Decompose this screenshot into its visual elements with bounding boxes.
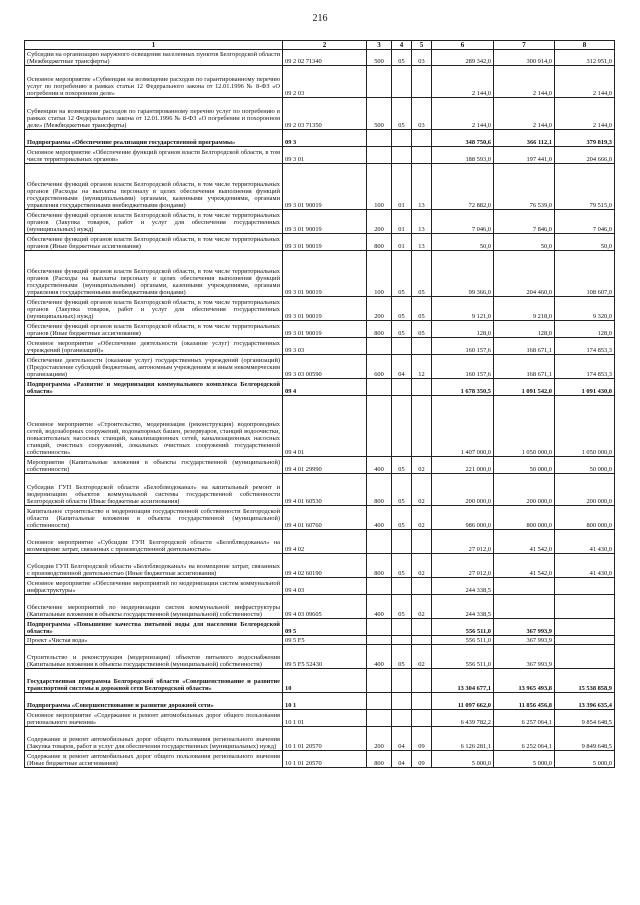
row-amount-year-3: 379 819,3 bbox=[555, 130, 615, 147]
row-amount-year-1: 1 678 350,5 bbox=[432, 379, 494, 396]
row-section: 05 bbox=[392, 506, 412, 530]
row-amount-year-3: 79 515,0 bbox=[555, 164, 615, 210]
row-name: Основное мероприятие «Обеспечение деятельности (оказание услуг) государственных учреждений (организаций)» bbox=[25, 338, 283, 355]
row-code: 09 5 F5 bbox=[283, 636, 367, 645]
row-expense-type bbox=[367, 669, 392, 693]
row-amount-year-3: 7 046,0 bbox=[555, 210, 615, 234]
row-amount-year-1: 556 511,0 bbox=[432, 636, 494, 645]
row-expense-type bbox=[367, 66, 392, 98]
row-section: 05 bbox=[392, 645, 412, 669]
row-subsection bbox=[412, 147, 432, 164]
row-section bbox=[392, 66, 412, 98]
row-amount-year-2: 367 993,9 bbox=[494, 619, 555, 636]
row-name: Основное мероприятие «Обеспечение мероприятий по модернизации систем коммунальной инфраструктуры» bbox=[25, 578, 283, 595]
row-amount-year-1: 50,0 bbox=[432, 234, 494, 251]
table-row bbox=[25, 147, 615, 164]
row-subsection bbox=[412, 66, 432, 98]
row-amount-year-3: 41 430,0 bbox=[555, 554, 615, 578]
row-amount-year-1: 986 000,0 bbox=[432, 506, 494, 530]
row-expense-type: 200 bbox=[367, 210, 392, 234]
row-amount-year-2: 50,0 bbox=[494, 234, 555, 251]
table-row bbox=[25, 297, 615, 321]
row-amount-year-3: 15 538 858,9 bbox=[555, 669, 615, 693]
row-expense-type: 500 bbox=[367, 50, 392, 66]
row-amount-year-1: 5 000,0 bbox=[432, 751, 494, 768]
row-code: 09 3 01 90019 bbox=[283, 210, 367, 234]
row-amount-year-1: 556 511,0 bbox=[432, 645, 494, 669]
row-amount-year-3 bbox=[555, 636, 615, 645]
row-expense-type bbox=[367, 578, 392, 595]
row-subsection: 13 bbox=[412, 164, 432, 210]
row-amount-year-3: 1 050 000,0 bbox=[555, 396, 615, 457]
row-code: 09 3 01 90019 bbox=[283, 234, 367, 251]
row-amount-year-2: 41 542,0 bbox=[494, 554, 555, 578]
row-section: 05 bbox=[392, 297, 412, 321]
table-row bbox=[25, 669, 615, 693]
row-code: 09 3 01 90019 bbox=[283, 321, 367, 338]
row-expense-type bbox=[367, 130, 392, 147]
row-code: 09 4 bbox=[283, 379, 367, 396]
row-amount-year-2: 367 993,9 bbox=[494, 645, 555, 669]
row-amount-year-1: 9 121,0 bbox=[432, 297, 494, 321]
row-expense-type: 800 bbox=[367, 751, 392, 768]
table-row bbox=[25, 338, 615, 355]
row-code: 09 3 03 bbox=[283, 338, 367, 355]
row-code: 10 1 bbox=[283, 693, 367, 710]
row-amount-year-3: 200 000,0 bbox=[555, 474, 615, 506]
table-row bbox=[25, 98, 615, 130]
row-name: Обеспечение функций органов власти Белгородской области, в том числе территориальных органов (Расходы на выплаты персоналу в целях обеспечения выполнения функций государственными (муниципальными) органами, казенными учреждениями, органами управления государственными внебюджетными фондами) bbox=[25, 164, 283, 210]
row-name: Подпрограмма «Совершенствование и развитие дорожной сети» bbox=[25, 693, 283, 710]
row-expense-type bbox=[367, 530, 392, 554]
row-amount-year-2: 197 441,0 bbox=[494, 147, 555, 164]
row-section: 05 bbox=[392, 474, 412, 506]
row-section: 01 bbox=[392, 164, 412, 210]
row-amount-year-2: 204 460,0 bbox=[494, 251, 555, 297]
row-subsection: 03 bbox=[412, 50, 432, 66]
row-subsection bbox=[412, 693, 432, 710]
row-name: Обеспечение функций органов власти Белгородской области, в том числе территориальных органов (Закупка товаров, работ и услуг для обеспечения государственных (муниципальных) нужд) bbox=[25, 297, 283, 321]
row-expense-type bbox=[367, 619, 392, 636]
row-section bbox=[392, 530, 412, 554]
row-subsection: 02 bbox=[412, 645, 432, 669]
table-row bbox=[25, 506, 615, 530]
row-subsection: 02 bbox=[412, 457, 432, 474]
row-amount-year-1: 289 342,0 bbox=[432, 50, 494, 66]
row-subsection bbox=[412, 338, 432, 355]
row-expense-type: 400 bbox=[367, 457, 392, 474]
row-amount-year-1: 160 157,6 bbox=[432, 355, 494, 379]
row-subsection: 05 bbox=[412, 297, 432, 321]
row-section: 01 bbox=[392, 234, 412, 251]
row-expense-type: 400 bbox=[367, 645, 392, 669]
row-expense-type: 500 bbox=[367, 98, 392, 130]
row-amount-year-1: 200 000,0 bbox=[432, 474, 494, 506]
row-amount-year-3: 128,0 bbox=[555, 321, 615, 338]
row-amount-year-1: 1 407 000,0 bbox=[432, 396, 494, 457]
row-code: 09 2 03 bbox=[283, 66, 367, 98]
row-code: 09 4 02 bbox=[283, 530, 367, 554]
row-expense-type: 100 bbox=[367, 251, 392, 297]
header-row bbox=[25, 41, 615, 50]
row-code: 09 4 01 29990 bbox=[283, 457, 367, 474]
row-amount-year-3: 204 666,0 bbox=[555, 147, 615, 164]
row-amount-year-2: 800 000,0 bbox=[494, 506, 555, 530]
column-header: 6 bbox=[432, 41, 494, 50]
row-code: 09 3 bbox=[283, 130, 367, 147]
row-code: 09 3 01 90019 bbox=[283, 251, 367, 297]
row-name: Субвенции на возмещение расходов по гарантированному перечню услуг по погребению в рамках статьи 12 Федерального закона от 12.01.1996 № 8-ФЗ «О погребении и похоронном деле» (Межбюджетные трансферты) bbox=[25, 98, 283, 130]
row-amount-year-1: 99 366,0 bbox=[432, 251, 494, 297]
row-amount-year-1: 11 097 662,0 bbox=[432, 693, 494, 710]
table-row bbox=[25, 130, 615, 147]
row-amount-year-3: 9 320,0 bbox=[555, 297, 615, 321]
column-header: 3 bbox=[367, 41, 392, 50]
row-amount-year-2: 2 144,0 bbox=[494, 66, 555, 98]
row-amount-year-2: 168 671,1 bbox=[494, 355, 555, 379]
row-amount-year-1: 6 126 281,1 bbox=[432, 727, 494, 751]
row-name: Обеспечение мероприятий по модернизации систем коммунальной инфраструктуры (Капитальные вложения в объекты государственной (муниципальной) собственности) bbox=[25, 595, 283, 619]
row-section bbox=[392, 130, 412, 147]
row-amount-year-2: 9 218,0 bbox=[494, 297, 555, 321]
row-amount-year-3: 41 430,0 bbox=[555, 530, 615, 554]
row-section bbox=[392, 379, 412, 396]
row-amount-year-2: 6 257 064,1 bbox=[494, 710, 555, 727]
row-amount-year-2: 1 091 542,0 bbox=[494, 379, 555, 396]
row-amount-year-2: 41 542,0 bbox=[494, 530, 555, 554]
row-section bbox=[392, 693, 412, 710]
row-expense-type: 800 bbox=[367, 321, 392, 338]
row-subsection bbox=[412, 379, 432, 396]
table-row bbox=[25, 355, 615, 379]
row-code: 09 3 03 00590 bbox=[283, 355, 367, 379]
row-amount-year-2: 200 000,0 bbox=[494, 474, 555, 506]
row-amount-year-1: 7 046,0 bbox=[432, 210, 494, 234]
row-subsection bbox=[412, 669, 432, 693]
row-section: 05 bbox=[392, 457, 412, 474]
table-row bbox=[25, 530, 615, 554]
row-subsection: 09 bbox=[412, 727, 432, 751]
row-amount-year-2: 11 856 456,8 bbox=[494, 693, 555, 710]
row-name: Капитальное строительство и модернизация государственной собственности Белгородской области (Капитальные вложения в объекты государственной (муниципальной) собственности) bbox=[25, 506, 283, 530]
row-name: Мероприятия (Капитальные вложения в объекты государственной (муниципальной) собственности) bbox=[25, 457, 283, 474]
row-name: Подпрограмма «Повышение качества питьевой воды для населения Белгородской области» bbox=[25, 619, 283, 636]
row-subsection: 02 bbox=[412, 554, 432, 578]
row-name: Субсидии ГУП Белгородской области «Белоблводоканал» на капитальный ремонт и модернизацию объектов коммунальной системы государственной собственности Белгородской области (Иные бюджетные ассигнования) bbox=[25, 474, 283, 506]
row-expense-type: 800 bbox=[367, 554, 392, 578]
row-amount-year-2: 2 144,0 bbox=[494, 98, 555, 130]
row-amount-year-3: 9 849 648,5 bbox=[555, 727, 615, 751]
row-name: Обеспечение функций органов власти Белгородской области, в том числе территориальных органов (Закупка товаров, работ и услуг для обеспечения государственных (муниципальных) нужд) bbox=[25, 210, 283, 234]
row-amount-year-1: 6 439 782,2 bbox=[432, 710, 494, 727]
row-amount-year-2: 5 000,0 bbox=[494, 751, 555, 768]
table-row bbox=[25, 321, 615, 338]
column-header: 8 bbox=[555, 41, 615, 50]
row-section: 05 bbox=[392, 251, 412, 297]
row-amount-year-2: 7 846,0 bbox=[494, 210, 555, 234]
row-amount-year-3: 9 854 648,5 bbox=[555, 710, 615, 727]
row-section: 05 bbox=[392, 554, 412, 578]
row-name: Обеспечение функций органов власти Белгородской области, в том числе территориальных органов (Иные бюджетные ассигнования) bbox=[25, 234, 283, 251]
table-row bbox=[25, 727, 615, 751]
row-amount-year-1: 160 157,6 bbox=[432, 338, 494, 355]
row-amount-year-1: 348 750,6 bbox=[432, 130, 494, 147]
row-code: 09 4 01 60530 bbox=[283, 474, 367, 506]
table-row bbox=[25, 164, 615, 210]
row-amount-year-1: 188 593,0 bbox=[432, 147, 494, 164]
row-amount-year-1: 556 511,0 bbox=[432, 619, 494, 636]
row-amount-year-2: 1 050 000,0 bbox=[494, 396, 555, 457]
row-code: 09 4 02 60190 bbox=[283, 554, 367, 578]
row-amount-year-3 bbox=[555, 645, 615, 669]
row-section: 04 bbox=[392, 355, 412, 379]
row-name: Обеспечение деятельности (оказание услуг) государственных учреждений (организаций) (Предоставление субсидий бюджетным, автономным учреждениям и иным некоммерческим организациям) bbox=[25, 355, 283, 379]
row-expense-type: 400 bbox=[367, 506, 392, 530]
table-row bbox=[25, 379, 615, 396]
table-row bbox=[25, 210, 615, 234]
row-expense-type: 600 bbox=[367, 355, 392, 379]
column-header: 1 bbox=[25, 41, 283, 50]
budget-table bbox=[24, 40, 615, 768]
row-expense-type: 200 bbox=[367, 727, 392, 751]
row-name: Обеспечение функций органов власти Белгородской области, в том числе территориальных органов (Расходы на выплаты персоналу в целях обеспечения выполнения функций государственными (муниципальными) органами, казенными учреждениями, органами управления государственными внебюджетными фондами) bbox=[25, 251, 283, 297]
column-header: 2 bbox=[283, 41, 367, 50]
row-subsection bbox=[412, 578, 432, 595]
row-subsection: 02 bbox=[412, 474, 432, 506]
row-name: Субсидии на организацию наружного освещения населенных пунктов Белгородской области (Межбюджетные трансферты) bbox=[25, 50, 283, 66]
row-amount-year-1: 27 012,0 bbox=[432, 554, 494, 578]
table-row bbox=[25, 595, 615, 619]
row-section: 04 bbox=[392, 727, 412, 751]
row-amount-year-3: 174 853,3 bbox=[555, 355, 615, 379]
row-expense-type: 800 bbox=[367, 234, 392, 251]
row-amount-year-3: 800 000,0 bbox=[555, 506, 615, 530]
row-amount-year-2: 300 914,0 bbox=[494, 50, 555, 66]
row-subsection bbox=[412, 530, 432, 554]
row-section bbox=[392, 710, 412, 727]
row-expense-type bbox=[367, 338, 392, 355]
table-row bbox=[25, 251, 615, 297]
row-code: 09 3 01 bbox=[283, 147, 367, 164]
row-section bbox=[392, 619, 412, 636]
table-row bbox=[25, 457, 615, 474]
table-row bbox=[25, 234, 615, 251]
row-amount-year-1: 13 304 677,1 bbox=[432, 669, 494, 693]
table-row bbox=[25, 578, 615, 595]
row-expense-type bbox=[367, 396, 392, 457]
row-subsection bbox=[412, 636, 432, 645]
row-section bbox=[392, 147, 412, 164]
row-expense-type bbox=[367, 636, 392, 645]
row-name: Проект «Чистая вода» bbox=[25, 636, 283, 645]
row-name: Государственная программа Белгородской области «Совершенствование и развитие транспортной системы и дорожной сети Белгородской области» bbox=[25, 669, 283, 693]
row-section: 04 bbox=[392, 751, 412, 768]
row-amount-year-1: 27 012,0 bbox=[432, 530, 494, 554]
row-amount-year-3: 2 144,0 bbox=[555, 66, 615, 98]
row-subsection: 09 bbox=[412, 751, 432, 768]
row-subsection: 02 bbox=[412, 506, 432, 530]
row-code: 09 4 03 09605 bbox=[283, 595, 367, 619]
row-amount-year-1: 244 338,5 bbox=[432, 578, 494, 595]
row-amount-year-3: 13 396 635,4 bbox=[555, 693, 615, 710]
table-row bbox=[25, 50, 615, 66]
row-amount-year-1: 128,0 bbox=[432, 321, 494, 338]
row-subsection bbox=[412, 619, 432, 636]
row-name: Подпрограмма «Развитие и модернизация коммунального комплекса Белгородской области» bbox=[25, 379, 283, 396]
row-name: Субсидии ГУП Белгородской области «Белоблводоканал» на возмещение затрат, связанных с производственной деятельностью (Иные бюджетные ассигнования) bbox=[25, 554, 283, 578]
row-code: 10 1 01 20570 bbox=[283, 751, 367, 768]
page-number: 216 bbox=[312, 13, 328, 24]
table-row bbox=[25, 710, 615, 727]
row-subsection: 13 bbox=[412, 210, 432, 234]
table-row bbox=[25, 751, 615, 768]
row-amount-year-3 bbox=[555, 619, 615, 636]
table-row bbox=[25, 554, 615, 578]
row-section: 05 bbox=[392, 50, 412, 66]
row-amount-year-1: 221 000,0 bbox=[432, 457, 494, 474]
row-amount-year-2: 76 539,0 bbox=[494, 164, 555, 210]
row-amount-year-1: 244 338,5 bbox=[432, 595, 494, 619]
row-subsection: 05 bbox=[412, 251, 432, 297]
row-amount-year-3: 5 000,0 bbox=[555, 751, 615, 768]
row-subsection: 13 bbox=[412, 234, 432, 251]
column-header: 4 bbox=[392, 41, 412, 50]
row-amount-year-3 bbox=[555, 595, 615, 619]
table-row bbox=[25, 619, 615, 636]
table-row bbox=[25, 396, 615, 457]
row-code: 10 1 01 bbox=[283, 710, 367, 727]
row-subsection: 05 bbox=[412, 321, 432, 338]
table-row bbox=[25, 474, 615, 506]
row-section: 05 bbox=[392, 98, 412, 130]
row-amount-year-3: 1 091 430,0 bbox=[555, 379, 615, 396]
row-name: Основное мероприятие «Строительство, модернизация (реконструкция) водопроводных сетей, водозаборных сооружений, водонапорных башен, резервуаров, станций водоочистки, повысительных насосных станций, канализационных сетей, канализационных насосных станций, очистных сооружений, локальных очистных сооружений государственной собственности» bbox=[25, 396, 283, 457]
row-expense-type bbox=[367, 693, 392, 710]
row-amount-year-3: 50,0 bbox=[555, 234, 615, 251]
row-amount-year-3: 2 144,0 bbox=[555, 98, 615, 130]
row-code: 09 5 F5 52430 bbox=[283, 645, 367, 669]
table-row bbox=[25, 645, 615, 669]
row-name: Строительство и реконструкция (модернизация) объектов питьевого водоснабжения (Капитальные вложения в объекты государственной (муниципальной) собственности) bbox=[25, 645, 283, 669]
row-amount-year-2 bbox=[494, 578, 555, 595]
row-subsection: 03 bbox=[412, 98, 432, 130]
row-amount-year-3: 174 853,3 bbox=[555, 338, 615, 355]
row-section: 01 bbox=[392, 210, 412, 234]
table-row bbox=[25, 636, 615, 645]
row-name: Обеспечение функций органов власти Белгородской области, в том числе территориальных органов (Иные бюджетные ассигнования) bbox=[25, 321, 283, 338]
row-subsection: 02 bbox=[412, 595, 432, 619]
row-amount-year-1: 72 882,0 bbox=[432, 164, 494, 210]
row-section bbox=[392, 636, 412, 645]
table-row bbox=[25, 693, 615, 710]
row-amount-year-1: 2 144,0 bbox=[432, 66, 494, 98]
row-name: Подпрограмма «Обеспечение реализации государственной программы» bbox=[25, 130, 283, 147]
row-section bbox=[392, 338, 412, 355]
row-name: Основное мероприятие «Обеспечение функций органов власти Белгородской области, в том числе территориальных органов» bbox=[25, 147, 283, 164]
row-amount-year-3: 312 951,0 bbox=[555, 50, 615, 66]
row-section bbox=[392, 396, 412, 457]
row-code: 09 2 03 71350 bbox=[283, 98, 367, 130]
row-name: Содержание и ремонт автомобильных дорог общего пользования регионального значения (Иные бюджетные ассигнования) bbox=[25, 751, 283, 768]
row-expense-type bbox=[367, 379, 392, 396]
row-amount-year-2: 168 671,1 bbox=[494, 338, 555, 355]
row-amount-year-3: 108 607,0 bbox=[555, 251, 615, 297]
row-amount-year-3: 50 000,0 bbox=[555, 457, 615, 474]
row-code: 09 3 01 90019 bbox=[283, 297, 367, 321]
row-section bbox=[392, 578, 412, 595]
row-section bbox=[392, 669, 412, 693]
row-code: 10 bbox=[283, 669, 367, 693]
column-header: 7 bbox=[494, 41, 555, 50]
row-expense-type bbox=[367, 710, 392, 727]
row-subsection bbox=[412, 130, 432, 147]
row-amount-year-2: 50 000,0 bbox=[494, 457, 555, 474]
row-subsection bbox=[412, 396, 432, 457]
row-name: Основное мероприятие «Содержание и ремонт автомобильных дорог общего пользования регионального значения» bbox=[25, 710, 283, 727]
row-amount-year-2: 128,0 bbox=[494, 321, 555, 338]
row-code: 10 1 01 20570 bbox=[283, 727, 367, 751]
row-expense-type bbox=[367, 147, 392, 164]
row-code: 09 3 01 90019 bbox=[283, 164, 367, 210]
row-expense-type: 400 bbox=[367, 595, 392, 619]
row-amount-year-2: 13 965 493,8 bbox=[494, 669, 555, 693]
row-code: 09 4 01 bbox=[283, 396, 367, 457]
row-code: 09 4 01 60760 bbox=[283, 506, 367, 530]
row-section: 05 bbox=[392, 321, 412, 338]
table-row bbox=[25, 66, 615, 98]
row-amount-year-2 bbox=[494, 595, 555, 619]
row-amount-year-2: 366 112,1 bbox=[494, 130, 555, 147]
row-amount-year-2: 6 252 064,1 bbox=[494, 727, 555, 751]
row-subsection: 12 bbox=[412, 355, 432, 379]
row-expense-type: 100 bbox=[367, 164, 392, 210]
row-subsection bbox=[412, 710, 432, 727]
row-code: 09 4 03 bbox=[283, 578, 367, 595]
row-code: 09 5 bbox=[283, 619, 367, 636]
column-header: 5 bbox=[412, 41, 432, 50]
row-amount-year-1: 2 144,0 bbox=[432, 98, 494, 130]
row-code: 09 2 02 71340 bbox=[283, 50, 367, 66]
row-name: Основное мероприятие «Субвенции на возмещение расходов по гарантированному перечню услуг по погребению в рамках статьи 12 Федерального закона от 12.01.1996 № 8-ФЗ «О погребении и похоронном деле» bbox=[25, 66, 283, 98]
row-name: Основное мероприятие «Субсидии ГУП Белгородской области «Белоблводоканал» на возмещение затрат, связанных с производственной деятельностью» bbox=[25, 530, 283, 554]
row-amount-year-2: 367 993,9 bbox=[494, 636, 555, 645]
row-expense-type: 800 bbox=[367, 474, 392, 506]
row-amount-year-3 bbox=[555, 578, 615, 595]
row-expense-type: 200 bbox=[367, 297, 392, 321]
row-section: 05 bbox=[392, 595, 412, 619]
row-name: Содержание и ремонт автомобильных дорог общего пользования регионального значения (Закупка товаров, работ и услуг для обеспечения государственных (муниципальных) нужд) bbox=[25, 727, 283, 751]
